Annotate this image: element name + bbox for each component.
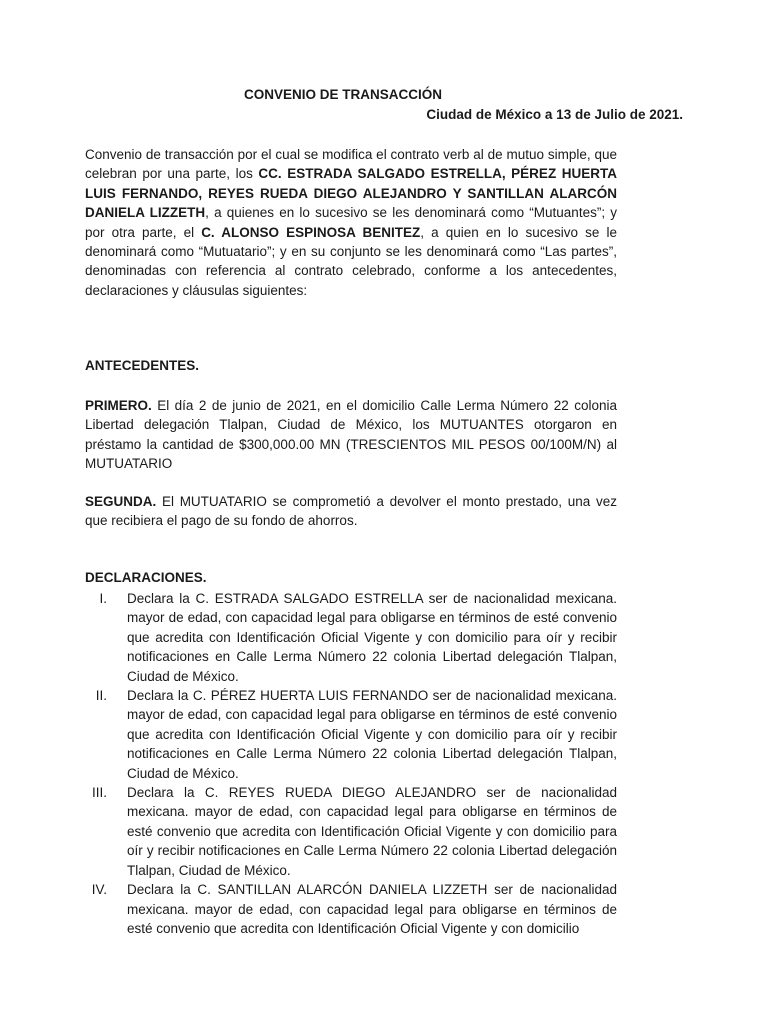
- document-title-text: CONVENIO DE TRANSACCIÓN: [243, 87, 442, 102]
- primero-label: PRIMERO.: [85, 398, 152, 413]
- intro-paragraph: [85, 145, 617, 300]
- segunda-label: SEGUNDA.: [85, 494, 157, 509]
- declaracion-number: III.: [91, 785, 107, 801]
- document-title: [0, 87, 686, 102]
- intro-text-3: , a quien en lo sucesivo se le denominará como “Mutuatario”; y en su conjunto se les denominará como “Las partes”, denominadas con referencia al contrato celebrado, conforme a los antecedentes, declaraciones y cláusulas siguientes:: [85, 224, 618, 298]
- declaracion-text: Declara la C. ESTRADA SALGADO ESTRELLA ser de nacionalidad mexicana. mayor de edad, con capacidad legal para obligarse en términos de esté convenio que acredita con Identificación Oficial Vigente y con domicilio para oír y recibir notificaciones en Calle Lerma Número 22 colonia Libertad delegación Tlalpan, Ciudad de México.: [127, 591, 617, 684]
- declaracion-number: I.: [99, 591, 107, 606]
- declaracion-number: II.: [95, 688, 107, 704]
- declaracion-item: [85, 589, 617, 686]
- segunda-text: El MUTUATARIO se comprometió a devolver el monto prestado, una vez que recibiera el pago de su fondo de ahorros.: [85, 494, 617, 529]
- intro-text-2: , a quienes en lo sucesivo se les denominará como “Mutuantes”; y por otra parte, el: [85, 205, 617, 240]
- intro-text-1: Convenio de transacción por el cual se modifica el contrato verb al de mutuo simple, que celebran por una parte, los: [85, 147, 617, 182]
- intro-mutuantes-names: CC. ESTRADA SALGADO ESTRELLA, PÉREZ HUERTA LUIS FERNANDO, REYES RUEDA DIEGO ALEJANDRO Y SANTILLAN ALARCÓN DANIELA LIZZETH: [85, 166, 617, 221]
- declaracion-text: Declara la C. SANTILLAN ALARCÓN DANIELA LIZZETH ser de nacionalidad mexicana. mayor de edad, con capacidad legal para obligarse en términos de esté convenio que acredita con Identificación Oficial Vigente y con domicilio: [127, 882, 617, 936]
- declaraciones-heading: DECLARACIONES.: [85, 570, 207, 585]
- declaracion-item: [85, 880, 617, 938]
- place-date: Ciudad de México a 13 de Julio de 2021.: [426, 107, 683, 122]
- intro-mutuatario-name: C. ALONSO ESPINOSA BENITEZ: [201, 224, 421, 240]
- declaracion-text: Declara la C. PÉREZ HUERTA LUIS FERNANDO ser de nacionalidad mexicana. mayor de edad, con capacidad legal para obligarse en términos de esté convenio que acredita con Identificación Oficial Vigente y con domicilio para oír y recibir notificaciones en Calle Lerma Número 22 colonia Libertad delegación Tlalpan, Ciudad de México.: [127, 688, 617, 781]
- primero-text: El día 2 de junio de 2021, en el domicilio Calle Lerma Número 22 colonia Libertad delegación Tlalpan, Ciudad de México, los MUTUANTES otorgaron en préstamo la cantidad de $300,000.00 MN (TRESCIENTOS MIL PESOS 00/100M/N) al MUTUATARIO: [85, 398, 617, 472]
- antecedente-segunda: [85, 492, 617, 531]
- declaracion-text: Declara la C. REYES RUEDA DIEGO ALEJANDRO ser de nacionalidad mexicana. mayor de edad, con capacidad legal para obligarse en términos de esté convenio que acredita con Identificación Oficial Vigente y con domicilio para oír y recibir notificaciones en Calle Lerma Número 22 colonia Libertad delegación Tlalpan, Ciudad de México.: [127, 785, 617, 878]
- declaracion-item: [85, 783, 617, 880]
- declaracion-item: [85, 686, 617, 783]
- declaracion-number: IV.: [91, 882, 107, 898]
- antecedente-primero: [85, 396, 617, 474]
- antecedentes-heading: ANTECEDENTES.: [85, 358, 200, 373]
- declaraciones-list: [85, 589, 617, 938]
